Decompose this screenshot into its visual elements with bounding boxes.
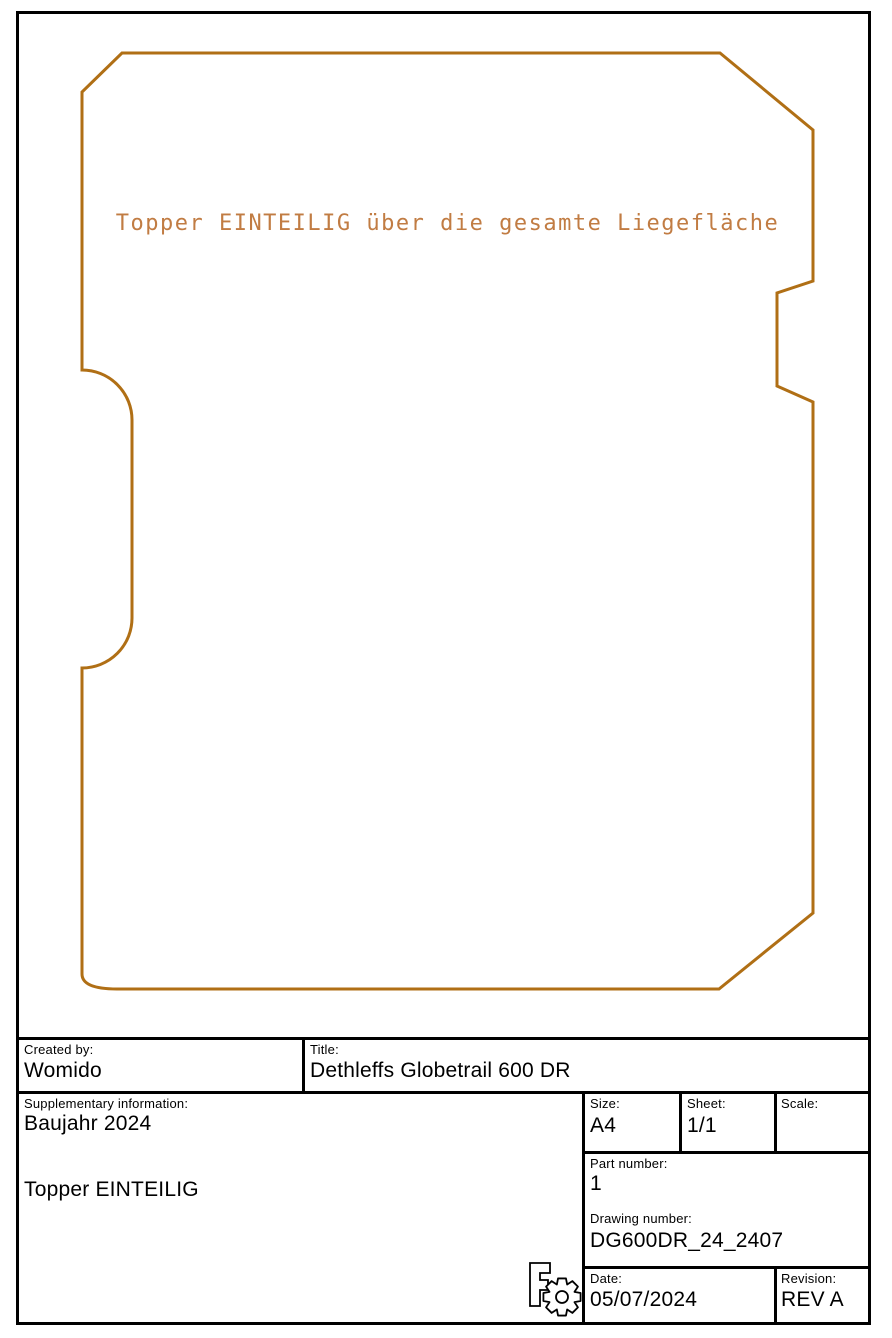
date-row-top-divider [582, 1266, 871, 1269]
size-value: A4 [590, 1114, 617, 1137]
title-label: Title: [310, 1042, 339, 1057]
created-by-value: Womido [24, 1059, 102, 1082]
size-row-bottom-divider [582, 1151, 871, 1154]
title-value: Dethleffs Globetrail 600 DR [310, 1059, 571, 1082]
size-label: Size: [590, 1096, 620, 1111]
revision-value: REV A [781, 1288, 844, 1311]
size-sheet-divider [679, 1091, 682, 1153]
revision-label: Revision: [781, 1271, 837, 1286]
sheet-label: Sheet: [687, 1096, 726, 1111]
freecad-f-gear-icon [526, 1261, 586, 1321]
titleblock-top-divider [16, 1037, 871, 1040]
drawing-number-label: Drawing number: [590, 1211, 692, 1226]
createdby-title-divider [302, 1037, 305, 1094]
drawing-number-value: DG600DR_24_2407 [590, 1229, 784, 1252]
created-by-label: Created by: [24, 1042, 94, 1057]
supplementary-extra-value: Topper EINTEILIG [24, 1178, 199, 1201]
scale-label: Scale: [781, 1096, 819, 1111]
date-revision-divider [774, 1266, 777, 1325]
supplementary-value: Baujahr 2024 [24, 1112, 152, 1135]
date-label: Date: [590, 1271, 623, 1286]
part-number-value: 1 [590, 1172, 602, 1195]
date-value: 05/07/2024 [590, 1288, 698, 1311]
sheet-scale-divider [774, 1091, 777, 1153]
part-number-label: Part number: [590, 1156, 668, 1171]
sheet-value: 1/1 [687, 1114, 717, 1137]
titleblock-row-divider [16, 1091, 871, 1094]
supplementary-label: Supplementary information: [24, 1096, 189, 1111]
drawing-annotation: Topper EINTEILIG über die gesamte Liegefläche [115, 211, 780, 236]
